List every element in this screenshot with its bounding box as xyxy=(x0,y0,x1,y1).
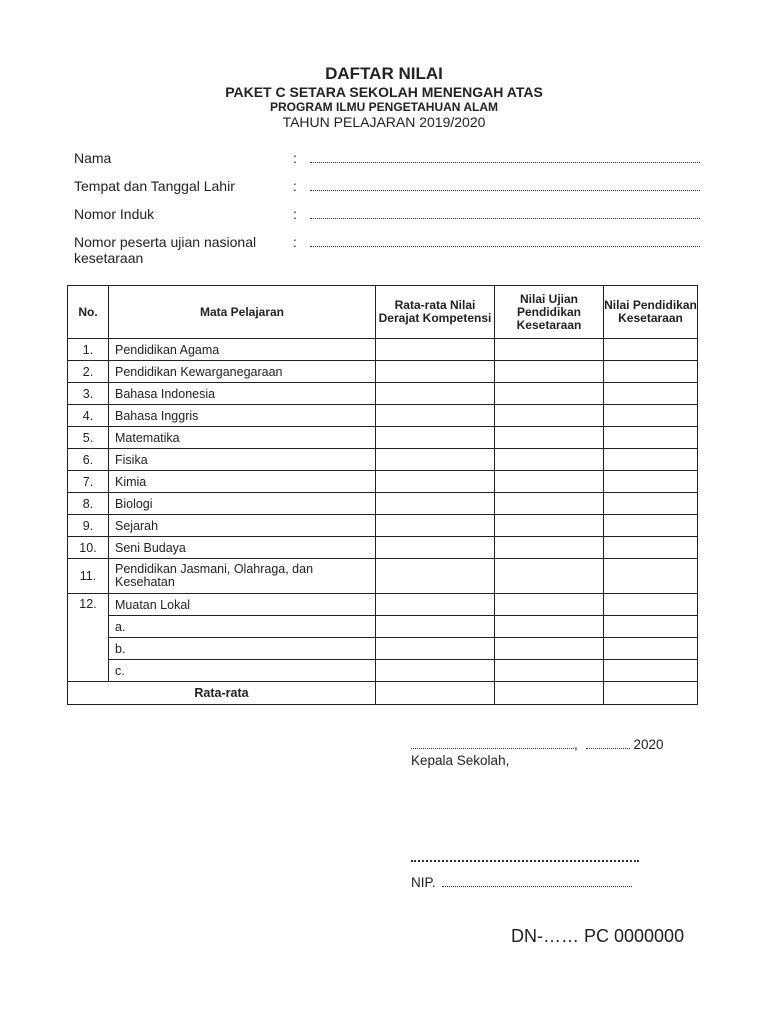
cell-nilai-ujian xyxy=(495,660,604,682)
cell-rata-rata xyxy=(376,616,495,638)
table-row xyxy=(68,515,698,537)
row-subject: Pendidikan Jasmani, Olahraga, dan Kesehatan xyxy=(109,559,376,594)
cell-rata-rata xyxy=(376,405,495,427)
cell-nilai-pendidikan xyxy=(604,616,698,638)
cell-nilai-pendidikan xyxy=(604,449,698,471)
cell-rata-rata xyxy=(376,339,495,361)
cell-nilai-ujian xyxy=(495,616,604,638)
row-subject: Bahasa Indonesia xyxy=(109,383,376,405)
field-colon: : xyxy=(293,206,297,222)
table-row xyxy=(68,559,698,594)
cell-nilai-pendidikan xyxy=(604,660,698,682)
place-date-comma: , xyxy=(574,737,578,752)
field-label: Tempat dan Tanggal Lahir xyxy=(74,178,235,194)
table-row xyxy=(68,427,698,449)
cell-nilai-ujian xyxy=(495,594,604,616)
row-number: 5. xyxy=(68,427,109,449)
row-number: 10. xyxy=(68,537,109,559)
row-number: 8. xyxy=(68,493,109,515)
academic-year: TAHUN PELAJARAN 2019/2020 xyxy=(282,114,486,130)
cell-nilai-ujian xyxy=(495,449,604,471)
cell-nilai-ujian xyxy=(495,405,604,427)
row-subject: Bahasa Inggris xyxy=(109,405,376,427)
table-row xyxy=(68,638,698,660)
cell-nilai-pendidikan xyxy=(604,682,698,705)
nip-label: NIP. xyxy=(411,875,436,890)
cell-nilai-pendidikan xyxy=(604,471,698,493)
row-subject: Fisika xyxy=(109,449,376,471)
cell-nilai-ujian xyxy=(495,361,604,383)
nip-line xyxy=(411,875,632,890)
grades-table xyxy=(67,285,698,705)
row-number: 7. xyxy=(68,471,109,493)
cell-rata-rata xyxy=(376,594,495,616)
cell-rata-rata xyxy=(376,493,495,515)
row-number: 6. xyxy=(68,449,109,471)
table-row xyxy=(68,493,698,515)
field-blank-line xyxy=(310,150,700,163)
date-blank xyxy=(586,738,630,749)
header-nilai-pendidikan: Nilai Pendidikan Kesetaraan xyxy=(604,286,698,339)
cell-rata-rata xyxy=(376,449,495,471)
table-row xyxy=(68,449,698,471)
table-average-row xyxy=(68,682,698,705)
cell-rata-rata xyxy=(376,660,495,682)
cell-rata-rata xyxy=(376,361,495,383)
nip-blank xyxy=(442,876,632,887)
cell-rata-rata xyxy=(376,559,495,594)
row-subject: Seni Budaya xyxy=(109,537,376,559)
row-number: 2. xyxy=(68,361,109,383)
header-nilai-ujian: Nilai Ujian Pendidikan Kesetaraan xyxy=(495,286,604,339)
cell-nilai-pendidikan xyxy=(604,493,698,515)
program-name: PROGRAM ILMU PENGETAHUAN ALAM xyxy=(270,100,498,114)
table-row xyxy=(68,471,698,493)
table-row-muatan-lokal xyxy=(68,594,698,616)
cell-nilai-ujian xyxy=(495,471,604,493)
row-subject: Matematika xyxy=(109,427,376,449)
table-row xyxy=(68,660,698,682)
table-row xyxy=(68,361,698,383)
cell-rata-rata xyxy=(376,427,495,449)
field-blank-line xyxy=(310,234,700,247)
cell-rata-rata xyxy=(376,515,495,537)
signature-name-line xyxy=(411,860,639,862)
cell-nilai-pendidikan xyxy=(604,339,698,361)
cell-nilai-ujian xyxy=(495,559,604,594)
row-number: 11. xyxy=(68,559,109,594)
cell-rata-rata xyxy=(376,638,495,660)
cell-nilai-pendidikan xyxy=(604,383,698,405)
table-row xyxy=(68,616,698,638)
table-row xyxy=(68,339,698,361)
row-subitem: a. xyxy=(109,616,376,638)
cell-nilai-pendidikan xyxy=(604,515,698,537)
row-subject: Pendidikan Agama xyxy=(109,339,376,361)
header-rata-rata: Rata-rata Nilai Derajat Kompetensi xyxy=(376,286,495,339)
cell-nilai-pendidikan xyxy=(604,361,698,383)
signature-year: 2020 xyxy=(633,737,664,752)
field-label: Nomor Induk xyxy=(74,206,155,222)
cell-nilai-pendidikan xyxy=(604,559,698,594)
cell-nilai-ujian xyxy=(495,682,604,705)
row-subject: Biologi xyxy=(109,493,376,515)
row-number: 12. xyxy=(68,594,109,682)
document-number: DN-…… PC 0000000 xyxy=(511,926,685,946)
cell-nilai-ujian xyxy=(495,537,604,559)
place-date-line xyxy=(411,737,664,752)
cell-rata-rata xyxy=(376,383,495,405)
cell-nilai-ujian xyxy=(495,493,604,515)
row-subject: Muatan Lokal xyxy=(109,594,376,616)
cell-nilai-ujian xyxy=(495,339,604,361)
average-label: Rata-rata xyxy=(68,682,376,705)
document-title: DAFTAR NILAI xyxy=(325,64,443,83)
cell-rata-rata xyxy=(376,537,495,559)
table-row xyxy=(68,405,698,427)
field-colon: : xyxy=(293,150,297,166)
row-subject: Sejarah xyxy=(109,515,376,537)
field-colon: : xyxy=(293,178,297,194)
row-number: 4. xyxy=(68,405,109,427)
cell-rata-rata xyxy=(376,471,495,493)
table-header-row xyxy=(68,286,698,339)
header-subject: Mata Pelajaran xyxy=(109,286,376,339)
table-row xyxy=(68,537,698,559)
field-blank-line xyxy=(310,206,700,219)
row-subitem: b. xyxy=(109,638,376,660)
cell-nilai-ujian xyxy=(495,427,604,449)
cell-nilai-pendidikan xyxy=(604,537,698,559)
cell-nilai-ujian xyxy=(495,515,604,537)
field-colon: : xyxy=(293,234,297,250)
document-header xyxy=(0,64,768,130)
row-subitem: c. xyxy=(109,660,376,682)
row-number: 9. xyxy=(68,515,109,537)
cell-nilai-pendidikan xyxy=(604,594,698,616)
principal-title: Kepala Sekolah, xyxy=(411,753,510,768)
cell-nilai-pendidikan xyxy=(604,405,698,427)
place-blank xyxy=(411,738,574,749)
document-subtitle: PAKET C SETARA SEKOLAH MENENGAH ATAS xyxy=(225,84,543,100)
cell-nilai-pendidikan xyxy=(604,427,698,449)
table-row xyxy=(68,383,698,405)
row-subject: Pendidikan Kewarganegaraan xyxy=(109,361,376,383)
row-number: 3. xyxy=(68,383,109,405)
cell-nilai-ujian xyxy=(495,383,604,405)
field-blank-line xyxy=(310,178,700,191)
row-number: 1. xyxy=(68,339,109,361)
field-label: Nama xyxy=(74,150,112,166)
cell-nilai-ujian xyxy=(495,638,604,660)
cell-rata-rata xyxy=(376,682,495,705)
cell-nilai-pendidikan xyxy=(604,638,698,660)
row-subject: Kimia xyxy=(109,471,376,493)
field-label: Nomor peserta ujian nasional kesetaraan xyxy=(74,234,257,266)
header-no: No. xyxy=(68,286,109,339)
